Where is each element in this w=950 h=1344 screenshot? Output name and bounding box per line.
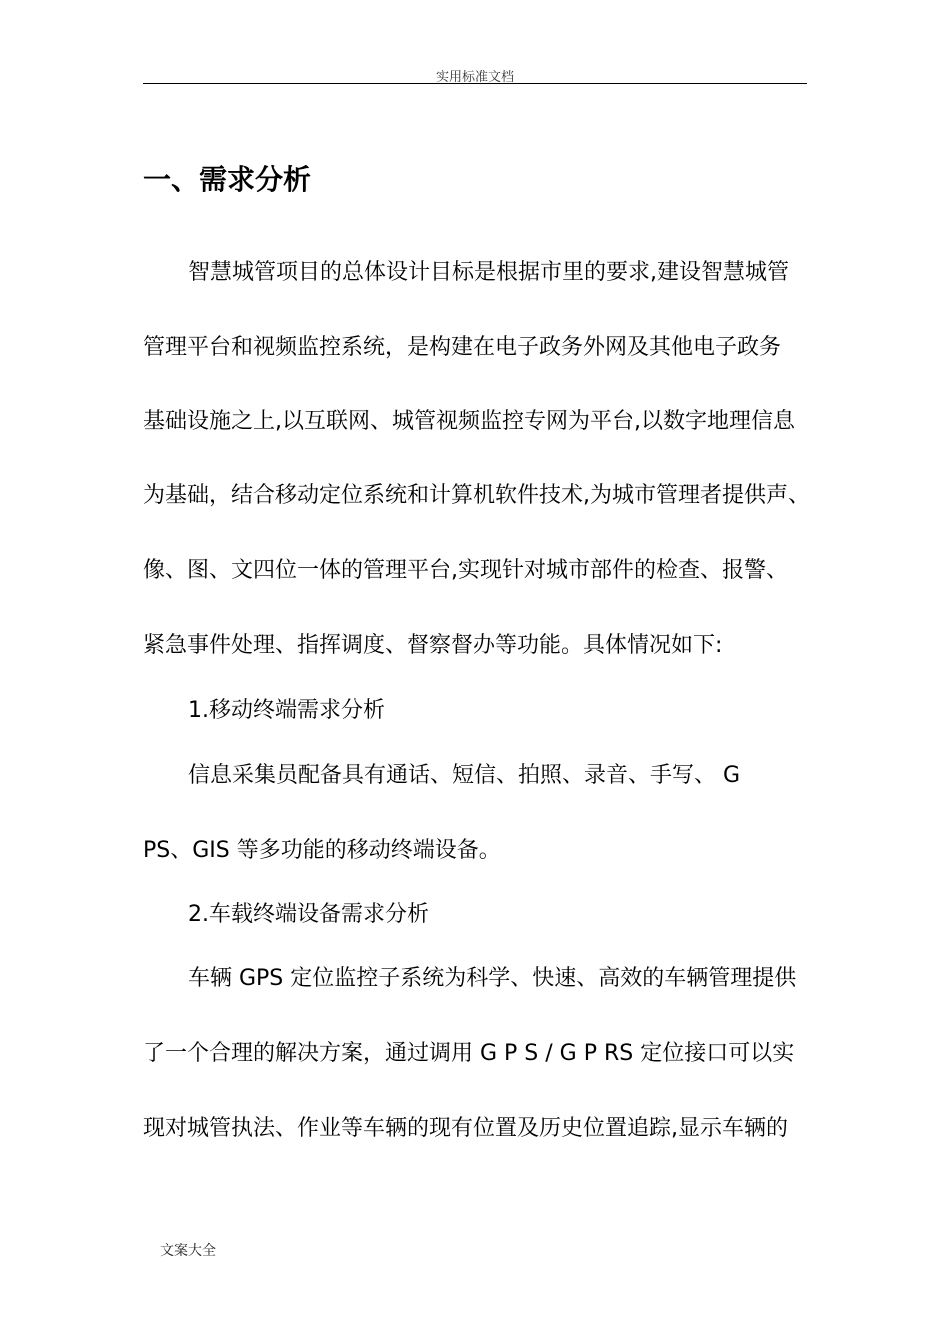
paragraph-line: PS、GIS 等多功能的移动终端设备。 [143,838,501,863]
paragraph-line: 像、图、文四位一体的管理平台,实现针对城市部件的检查、报警、 [143,558,788,583]
paragraph-line: 信息采集员配备具有通话、短信、拍照、录音、手写、 G [188,763,741,788]
page-footer-text: 文案大全 [160,1243,216,1259]
header-divider [143,83,807,84]
paragraph-line: 车辆 GPS 定位监控子系统为科学、快速、高效的车辆管理提供 [188,966,797,991]
paragraph-line: 了一个合理的解决方案，通过调用 G P S / G P RS 定位接口可以实 [143,1041,795,1066]
paragraph-line: 基础设施之上,以互联网、城管视频监控专网为平台,以数字地理信息 [143,409,795,434]
paragraph-line: 为基础，结合移动定位系统和计算机软件技术,为城市管理者提供声、 [143,483,810,508]
subsection-title: 1.移动终端需求分析 [188,698,385,723]
paragraph-line: 紧急事件处理、指挥调度、督察督办等功能。具体情况如下: [143,633,723,658]
paragraph-line: 管理平台和视频监控系统，是构建在电子政务外网及其他电子政务 [143,335,782,360]
subsection-title: 2.车载终端设备需求分析 [188,902,429,927]
paragraph-line: 现对城管执法、作业等车辆的现有位置及历史位置追踪,显示车辆的 [143,1116,788,1141]
section-heading: 一、需求分析 [143,163,312,196]
paragraph-line: 智慧城管项目的总体设计目标是根据市里的要求,建设智慧城管 [188,260,789,285]
page-header-title: 实用标准文档 [435,70,514,85]
